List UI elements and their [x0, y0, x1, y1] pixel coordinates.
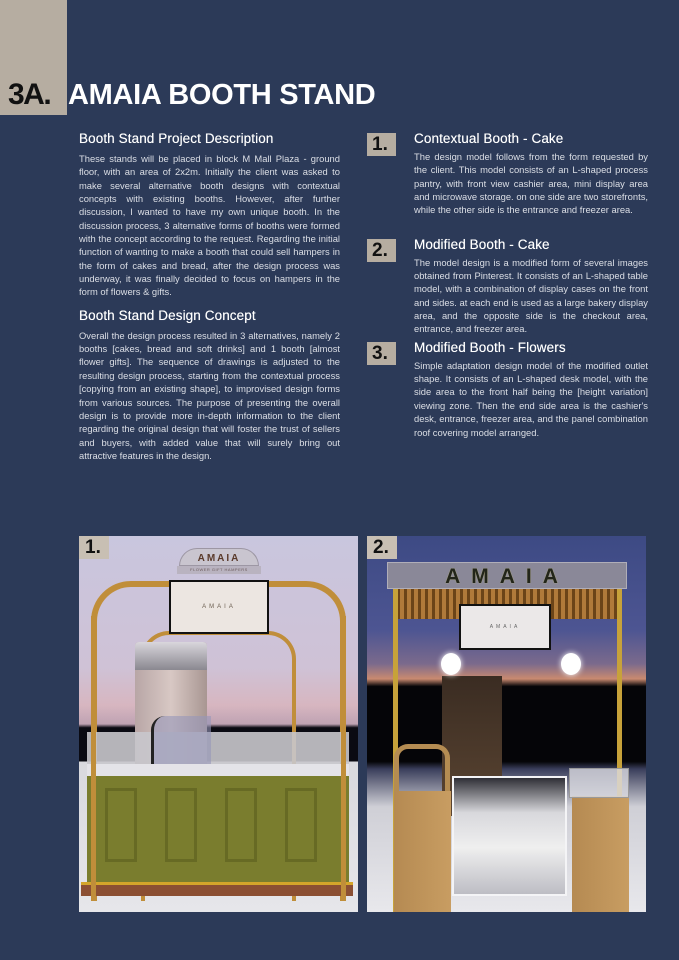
booth-sign: AMAIA: [387, 562, 627, 589]
pendant-lamp: [441, 653, 461, 675]
render-number-badge: 2.: [367, 536, 397, 559]
design-concept-heading: Booth Stand Design Concept: [79, 307, 256, 323]
page-title: AMAIA BOOTH STAND: [68, 79, 376, 111]
project-description-heading: Booth Stand Project Description: [79, 131, 274, 146]
booth-sign-subtext: FLOWER GIFT HAMPERS: [177, 566, 261, 574]
counter-panel: [165, 788, 197, 862]
number-badge: 1.: [367, 133, 396, 156]
project-description-body: These stands will be placed in block M Mall Plaza - ground floor, with an area of 2x2m. Initially the client was asked to make several alternative booth designs with contextual concepts with existing booths. However, after further discussion, I wanted to have my own unique booth. In the discussion process, 3 alternative forms of booths were formed with the concept according to the request. Regarding the initial function of wanting to make a booth that could sell hampers in the form of cakes and bread, after the design process was underway, it was finally decided to focus on hampers in the form of flowers & gifts.: [79, 153, 340, 298]
menu-screen: AMAIA: [169, 580, 269, 634]
alternative-body: Simple adaptation design model of the modified outlet shape. It consists of an L-shaped desk model, with the side area to the front half being the [height variation] viewing zone. Then the end side area is the cashier's desk, entrance, freezer area, and the panel combination roof covering model arranged.: [414, 359, 648, 438]
design-concept-body: Overall the design process resulted in 3 alternatives, namely 2 booths [cakes, bread and soft drinks] and 1 booth [almost flower gifts]. The sequence of drawings is adjusted to the resulting design process, starting from the contextual process [copying from an existing shape], to improvised design forms from various sources. The purpose of presenting the overall design is to provide more in-depth information to the client regarding the original design that will foster the trust of sellers and buyers, with added value that will surely bring out attractive features in the design.: [79, 329, 340, 461]
counter-panel: [105, 788, 137, 862]
project-description-section: [79, 131, 340, 299]
right-column: [367, 131, 648, 439]
booth-render-2: [367, 536, 646, 912]
counter-panel: [225, 788, 257, 862]
gold-pole: [91, 616, 96, 896]
booth-sign: AMAIA: [179, 548, 259, 566]
gold-pole: [341, 616, 346, 896]
fridge-top: [135, 642, 207, 670]
wood-cabinet-left: [394, 791, 451, 912]
curved-display-case: [151, 716, 211, 766]
alternative-heading: Modified Booth - Flowers: [414, 339, 566, 355]
menu-screen: AMAIA: [459, 604, 551, 650]
number-badge: 2.: [367, 239, 396, 262]
wooden-base: [81, 882, 353, 896]
alternative-item-modified-flowers: [367, 340, 648, 439]
design-concept-section: [79, 308, 340, 462]
pendant-lamp: [561, 653, 581, 675]
booth-render-1: [79, 536, 358, 912]
render-number-badge: 1.: [79, 536, 109, 559]
number-badge: 3.: [367, 342, 396, 365]
alternative-item-modified-cake: [367, 237, 648, 336]
alternative-body: The design model follows from the form requested by the client. This model consists of an L-shaped process pantry, with front view cashier area, mini display area and microwave storage. on one side are two storefronts, while the other side is the entrance and freezer area.: [414, 151, 648, 216]
glass-stepped-display: [452, 776, 567, 896]
alternative-item-contextual-cake: [367, 131, 648, 217]
alternative-body: The model design is a modified form of several images obtained from Pinterest. It consists of an L-shaped table model, with a combination of display cases on the front and sides. at each end is used as a large bakery display area, and the opposite side is the checkout area, entrance, and freezer area.: [414, 256, 648, 335]
glass-display-case: [569, 768, 629, 798]
marble-countertop: [87, 764, 349, 776]
section-number: 3A.: [8, 78, 51, 111]
counter-back: [87, 732, 349, 766]
wood-cabinet-right: [572, 796, 629, 912]
left-column: [79, 131, 340, 462]
alternative-heading: Modified Booth - Cake: [414, 236, 550, 252]
alternative-heading: Contextual Booth - Cake: [414, 131, 564, 146]
counter-panel: [285, 788, 317, 862]
